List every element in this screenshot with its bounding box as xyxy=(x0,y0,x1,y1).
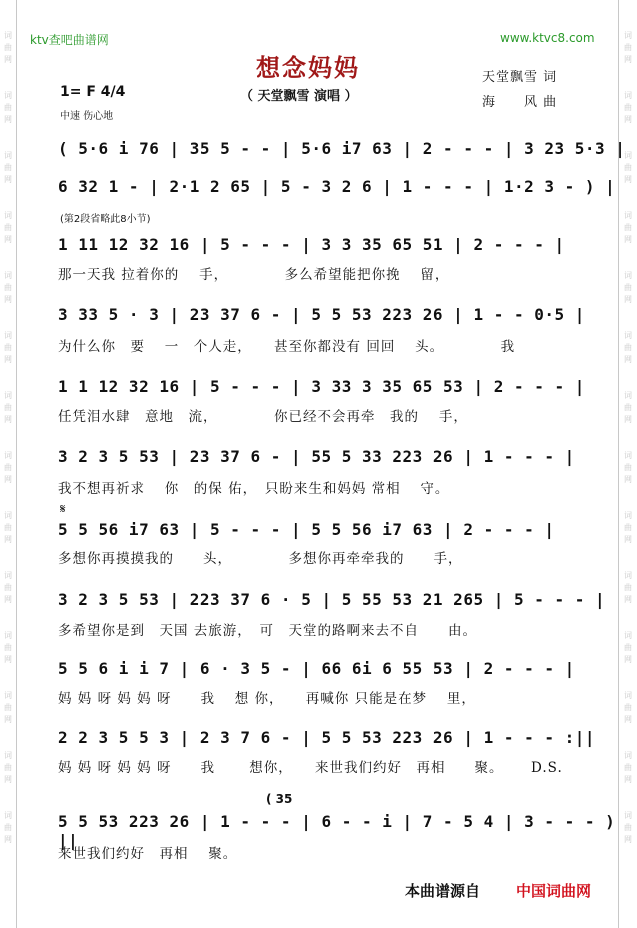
lyric-line-3: 那一天我 拉着你的 手， 多么希望能把你挽 留， xyxy=(58,267,450,283)
score-line-10: 2 2 3 5 5 3 | 2 3 7 6 - | 5 5 53 223 26 | 1 - - - :|| xyxy=(58,728,596,747)
source-label: 本曲谱源自 xyxy=(405,882,481,900)
score-line-11: 5 5 53 223 26 | 1 - - - | 6 - - i | 7 - 5 4 | 3 - - - ) || xyxy=(58,812,616,850)
lyric-line-10: 妈 妈 呀 妈 妈 呀 我 想你， 来世我们约好 再相 聚。 D.S. xyxy=(58,760,563,776)
score-line-9: 5 5 6 i i 7 | 6 · 3 5 - | 66 6i 6 55 53 | 2 - - - | xyxy=(58,659,575,678)
score-line-7: 5 5 56 i7 63 | 5 - - - | 5 5 56 i7 63 | 2 - - - | xyxy=(58,520,555,539)
site-name-left: ktv查吧曲谱网 xyxy=(30,33,109,47)
score-line-5: 1 1 12 32 16 | 5 - - - | 3 33 3 35 65 53 | 2 - - - | xyxy=(58,377,585,396)
left-margin-rule xyxy=(16,0,17,928)
song-title: 想念妈妈 xyxy=(256,54,360,82)
score-line-1: ( 5·6 i 76 | 35 5 - - | 5·6 i7 63 | 2 - - - | 3 23 5·3 | xyxy=(58,139,626,158)
lyric-line-9: 妈 妈 呀 妈 妈 呀 我 想 你， 再喊你 只能是在梦 里， xyxy=(58,691,476,707)
singer-line: （ 天堂飘雪 演唱 ） xyxy=(240,89,358,104)
lyric-line-5: 任凭泪水肆 意地 流， 你已经不会再牵 我的 手， xyxy=(58,409,468,425)
left-watermark: 词 曲 网 词 曲 网 词 曲 网 词 曲 网 词 曲 网 词 曲 网 词 曲 网 词 曲 网 词 曲 网 词 曲 网 词 曲 网 词 曲 网 词 曲 网 词 曲 网 xyxy=(4,31,12,844)
right-watermark: 词 曲 网 词 曲 网 词 曲 网 词 曲 网 词 曲 网 词 曲 网 词 曲 网 词 曲 网 词 曲 网 词 曲 网 词 曲 网 词 曲 网 词 曲 网 词 曲 网 xyxy=(624,31,632,844)
lyric-line-11: 来世我们约好 再相 聚。 xyxy=(58,846,238,862)
score-line-8: 3 2 3 5 53 | 223 37 6 · 5 | 5 55 53 21 265 | 5 - - - | xyxy=(58,590,606,609)
score-line-3: 1 11 12 32 16 | 5 - - - | 3 3 35 65 51 | 2 - - - | xyxy=(58,235,565,254)
lyric-line-4: 为什么你 要 一 个人走， 甚至你都没有 回回 头。 我 xyxy=(58,339,516,355)
omission-note: (第2段省略此8小节) xyxy=(60,214,151,225)
segno-mark: 𝄋 xyxy=(60,502,66,517)
lyric-line-8: 多希望你是到 天国 去旅游， 可 天堂的路啊来去不自 由。 xyxy=(58,623,478,639)
lyric-line-6: 我不想再祈求 你 的保 佑， 只盼来生和妈妈 常相 守。 xyxy=(58,481,450,497)
tempo-mood: 中速 伤心地 xyxy=(60,111,114,122)
coda-bracket: ( 35 xyxy=(266,792,293,806)
score-line-4: 3 33 5 · 3 | 23 37 6 - | 5 5 53 223 26 | 1 - - 0·5 | xyxy=(58,305,585,324)
lyric-line-7: 多想你再摸摸我的 头， 多想你再牵牵我的 手， xyxy=(58,551,463,567)
score-line-2: 6 32 1 - | 2·1 2 65 | 5 - 3 2 6 | 1 - - - | 1·2 3 - ) | xyxy=(58,177,616,196)
composer: 海 风 曲 xyxy=(482,95,558,110)
score-line-6: 3 2 3 5 53 | 23 37 6 - | 55 5 33 223 26 | 1 - - - | xyxy=(58,447,575,466)
site-url-right: www.ktvc8.com xyxy=(500,31,595,45)
source-site-link[interactable]: 中国词曲网 xyxy=(516,882,592,900)
lyricist: 天堂飘雪 词 xyxy=(482,70,558,85)
key-signature: 1= F 4/4 xyxy=(60,84,126,100)
